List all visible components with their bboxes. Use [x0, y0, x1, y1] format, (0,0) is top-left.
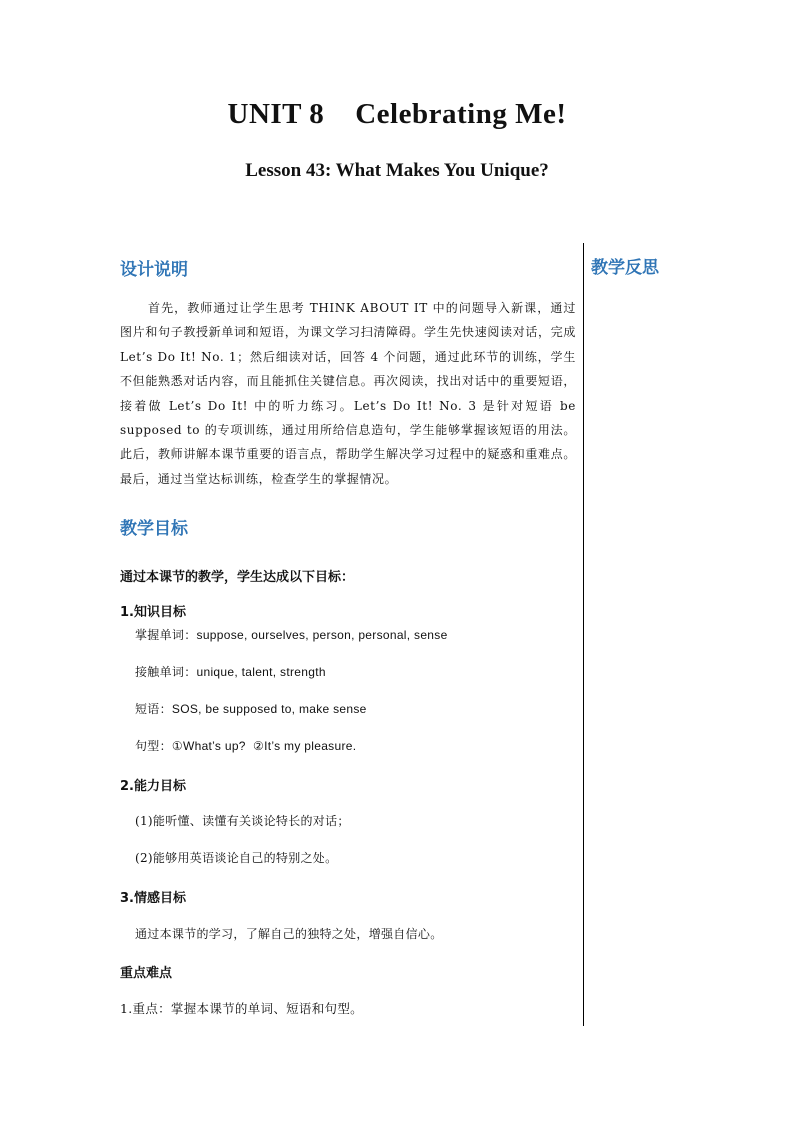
design-paragraph: 首先，教师通过让学生思考 THINK ABOUT IT 中的问题导入新课，通过图片和句子教授新单词和短语，为课文学习扫清障碍。学生先快速阅读对话，完成 Let’s Do It! No. 1；然后细读对话，回答 4 个问题，通过此环节的训练，学生不但能熟悉对话内容，而且能抓住关键信息。再次阅读，找出对话中的重要短语，接着做 Let’s Do It! 中的听力练习。Let’s Do It! No. 3 是针对短语 be supposed to 的专项训练，通过用所给信息造句，学生能够掌握该短语的用法。此后，教师讲解本课节重要的语言点，帮助学生解决学习过程中的疑惑和重难点。最后，通过当堂达标训练，检查学生的掌握情况。 — [120, 301, 576, 486]
knowledge-title: 1.知识目标 — [120, 605, 186, 620]
key-points-heading: 重点难点 — [120, 966, 173, 981]
knowledge-item — [135, 626, 448, 643]
item-text: suppose, ourselves, person, personal, sense — [196, 628, 448, 642]
item-label: 短语： — [135, 702, 172, 716]
emotion-text: 通过本课节的学习，了解自己的独特之处，增强自信心。 — [135, 927, 443, 941]
item-text: unique, talent, strength — [196, 665, 326, 679]
item-text: ①What’s up? ②It’s my pleasure. — [171, 739, 357, 753]
ability-title: 2.能力目标 — [120, 779, 186, 794]
reflection-heading: 教学反思 — [591, 258, 659, 278]
knowledge-item — [135, 700, 367, 717]
ability-item: (1)能听懂、读懂有关谈论特长的对话； — [135, 814, 350, 828]
ability-item: (2)能够用英语谈论自己的特别之处。 — [135, 851, 338, 865]
item-label: 掌握单词： — [135, 628, 197, 642]
unit-title: UNIT 8 Celebrating Me! — [227, 98, 567, 130]
item-label: 接触单词： — [135, 665, 197, 679]
emotion-title: 3.情感目标 — [120, 891, 186, 906]
lesson-subtitle: Lesson 43: What Makes You Unique? — [245, 160, 549, 181]
column-divider — [583, 243, 584, 1026]
knowledge-item — [135, 663, 326, 680]
item-text: SOS, be supposed to, make sense — [171, 702, 367, 716]
objectives-heading: 教学目标 — [120, 519, 188, 539]
knowledge-item — [135, 737, 356, 754]
key-point-item: 1.重点：掌握本课节的单词、短语和句型。 — [120, 1001, 363, 1016]
objectives-intro: 通过本课节的教学，学生达成以下目标： — [120, 570, 355, 585]
design-heading: 设计说明 — [120, 260, 188, 280]
item-label: 句型： — [135, 739, 172, 753]
